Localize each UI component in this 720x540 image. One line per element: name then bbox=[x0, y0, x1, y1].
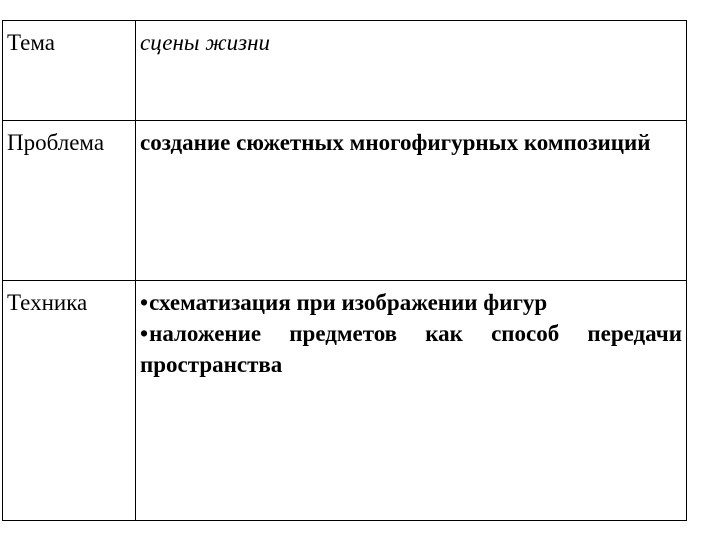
value-theme bbox=[136, 21, 687, 121]
value-technique bbox=[136, 281, 687, 521]
list-item-text: схематизация при изображении фигур bbox=[149, 290, 548, 315]
label-problem bbox=[3, 121, 136, 281]
value-problem-text: создание сюжетных многофигурных композиций bbox=[140, 130, 651, 155]
label-technique-text: Техника bbox=[7, 290, 88, 315]
label-theme bbox=[3, 21, 136, 121]
table-row-technique bbox=[3, 281, 687, 521]
list-item-text: наложение предметов как способ передачи пространства bbox=[140, 321, 682, 377]
list-item bbox=[140, 287, 682, 318]
table-row-problem bbox=[3, 121, 687, 281]
label-problem-text: Проблема bbox=[7, 130, 105, 155]
bullet-icon: • bbox=[140, 290, 149, 315]
bullet-icon: • bbox=[140, 321, 149, 346]
value-theme-text: сцены жизни bbox=[140, 30, 271, 55]
label-theme-text: Тема bbox=[7, 30, 55, 55]
table-row-theme bbox=[3, 21, 687, 121]
technique-list bbox=[140, 287, 682, 380]
value-problem bbox=[136, 121, 687, 281]
list-item bbox=[140, 318, 682, 380]
label-technique bbox=[3, 281, 136, 521]
topic-table bbox=[2, 20, 687, 521]
